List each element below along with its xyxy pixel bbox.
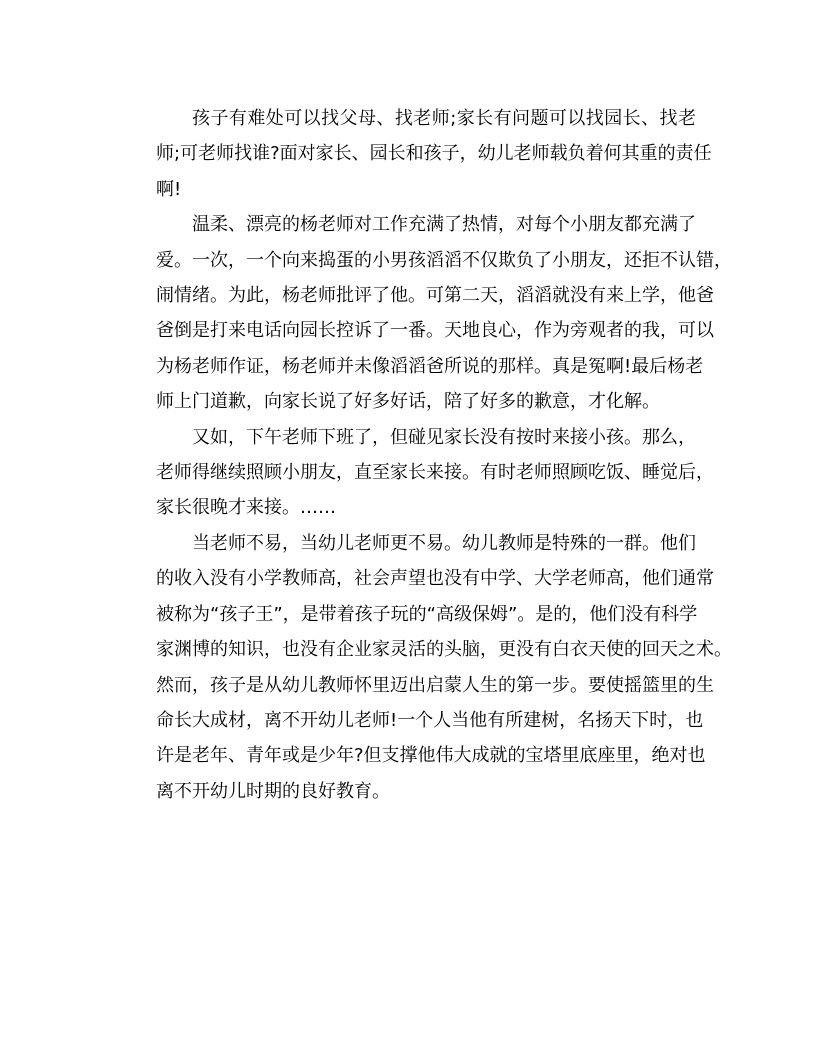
text-line: 被称为“孩子王”，是带着孩子玩的“高级保姆”。是的，他们没有科学 xyxy=(156,603,698,625)
paragraph-1 xyxy=(120,101,712,207)
text-line: 家长很晚才来接。…… xyxy=(156,497,336,519)
paragraph-2 xyxy=(120,207,732,419)
document-page xyxy=(120,101,732,809)
text-line: 孩子有难处可以找父母、找老师;家长有问题可以找园长、找老 xyxy=(192,108,696,129)
text-line: 老师得继续照顾小朋友，直至家长来接。有时老师照顾吃饭、睡觉后， xyxy=(156,462,714,484)
text-line: 温柔、漂亮的杨老师对工作充满了热情，对每个小朋友都充满了 xyxy=(192,214,696,236)
text-line: 家渊博的知识，也没有企业家灵活的头脑，更没有白衣天使的回天之术。 xyxy=(156,639,732,661)
text-line: 闹情绪。为此，杨老师批评了他。可第二天，滔滔就没有来上学，他爸 xyxy=(156,285,714,307)
text-line: 离不开幼儿时期的良好教育。 xyxy=(156,780,390,802)
text-line: 然而，孩子是从幼儿教师怀里迈出启蒙人生的第一步。要使摇篮里的生 xyxy=(156,674,714,696)
text-line: 当老师不易，当幼儿老师更不易。幼儿教师是特殊的一群。他们 xyxy=(192,532,696,554)
text-line: 爱。一次，一个向来捣蛋的小男孩滔滔不仅欺负了小朋友，还拒不认错， xyxy=(156,249,732,271)
text-line: 命长大成材，离不开幼儿老师!一个人当他有所建树，名扬天下时，也 xyxy=(156,709,704,731)
text-line: 的收入没有小学教师高，社会声望也没有中学、大学老师高，他们通常 xyxy=(156,568,714,590)
text-line: 为杨老师作证，杨老师并未像滔滔爸所说的那样。真是冤啊!最后杨老 xyxy=(156,355,704,377)
text-line: 师上门道歉，向家长说了好多好话，陪了好多的歉意，才化解。 xyxy=(156,391,660,413)
text-line: 爸倒是打来电话向园长控诉了一番。天地良心，作为旁观者的我，可以 xyxy=(156,320,714,342)
paragraph-3 xyxy=(120,420,714,526)
text-line: 啊! xyxy=(156,178,182,200)
text-line: 师;可老师找谁?面对家长、园长和孩子，幼儿老师载负着何其重的责任 xyxy=(156,143,712,165)
text-line: 许是老年、青年或是少年?但支撑他伟大成就的宝塔里底座里，绝对也 xyxy=(156,745,706,767)
paragraph-4 xyxy=(120,526,732,809)
text-line: 又如，下午老师下班了，但碰见家长没有按时来接小孩。那么， xyxy=(192,426,696,448)
